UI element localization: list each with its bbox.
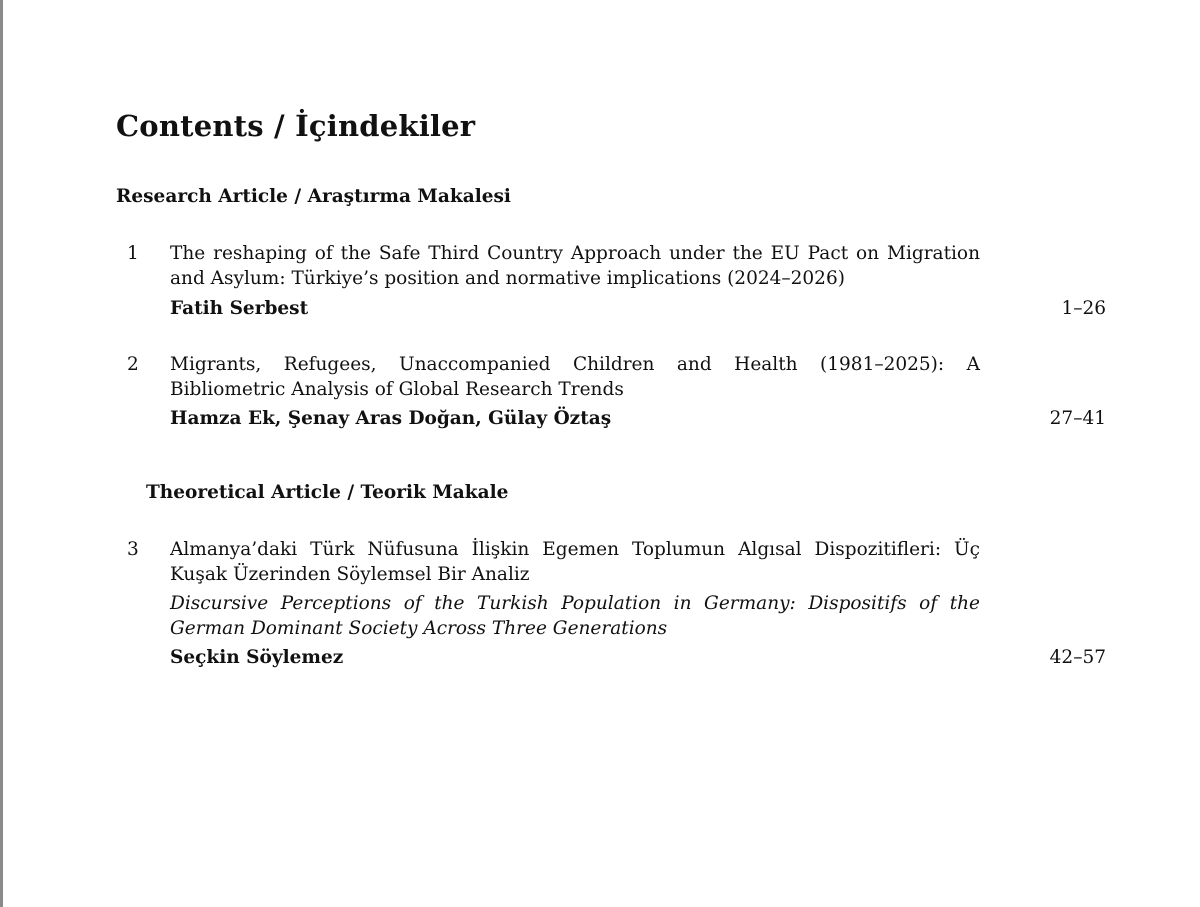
entry-number: 3 xyxy=(127,539,139,560)
entry-pages[interactable]: 1–26 xyxy=(1061,298,1106,319)
entry-authors: Hamza Ek, Şenay Aras Doğan, Gülay Öztaş xyxy=(170,408,612,429)
entry-title[interactable]: Migrants, Refugees, Unaccompanied Children and Health (1981–2025): A Bibliometric Analysis of Global Research Trends xyxy=(170,354,980,400)
entry-pages[interactable]: 27–41 xyxy=(1049,408,1106,429)
entry-title[interactable]: Almanya’daki Türk Nüfusuna İlişkin Egemen Toplumun Algısal Dispozitifleri: Üç Kuşak Üzerinden Söylemsel Bir Analiz xyxy=(170,539,980,585)
entry-number: 1 xyxy=(127,243,139,264)
entry-title[interactable]: The reshaping of the Safe Third Country Approach under the EU Pact on Migration and Asylum: Türkiye’s position and normative implications (2024–2026) xyxy=(170,243,980,289)
entry-subtitle: Discursive Perceptions of the Turkish Population in Germany: Dispositifs of the German Dominant Society Across Three Generations xyxy=(170,593,980,639)
entry-authors: Fatih Serbest xyxy=(170,298,309,319)
section-heading-theoretical: Theoretical Article / Teorik Makale xyxy=(146,482,509,503)
page-title: Contents / İçindekiler xyxy=(116,109,476,143)
entry-pages[interactable]: 42–57 xyxy=(1049,647,1106,668)
entry-number: 2 xyxy=(127,354,139,375)
page-edge xyxy=(0,0,3,907)
section-heading-research: Research Article / Araştırma Makalesi xyxy=(116,186,511,207)
entry-authors: Seçkin Söylemez xyxy=(170,647,344,668)
